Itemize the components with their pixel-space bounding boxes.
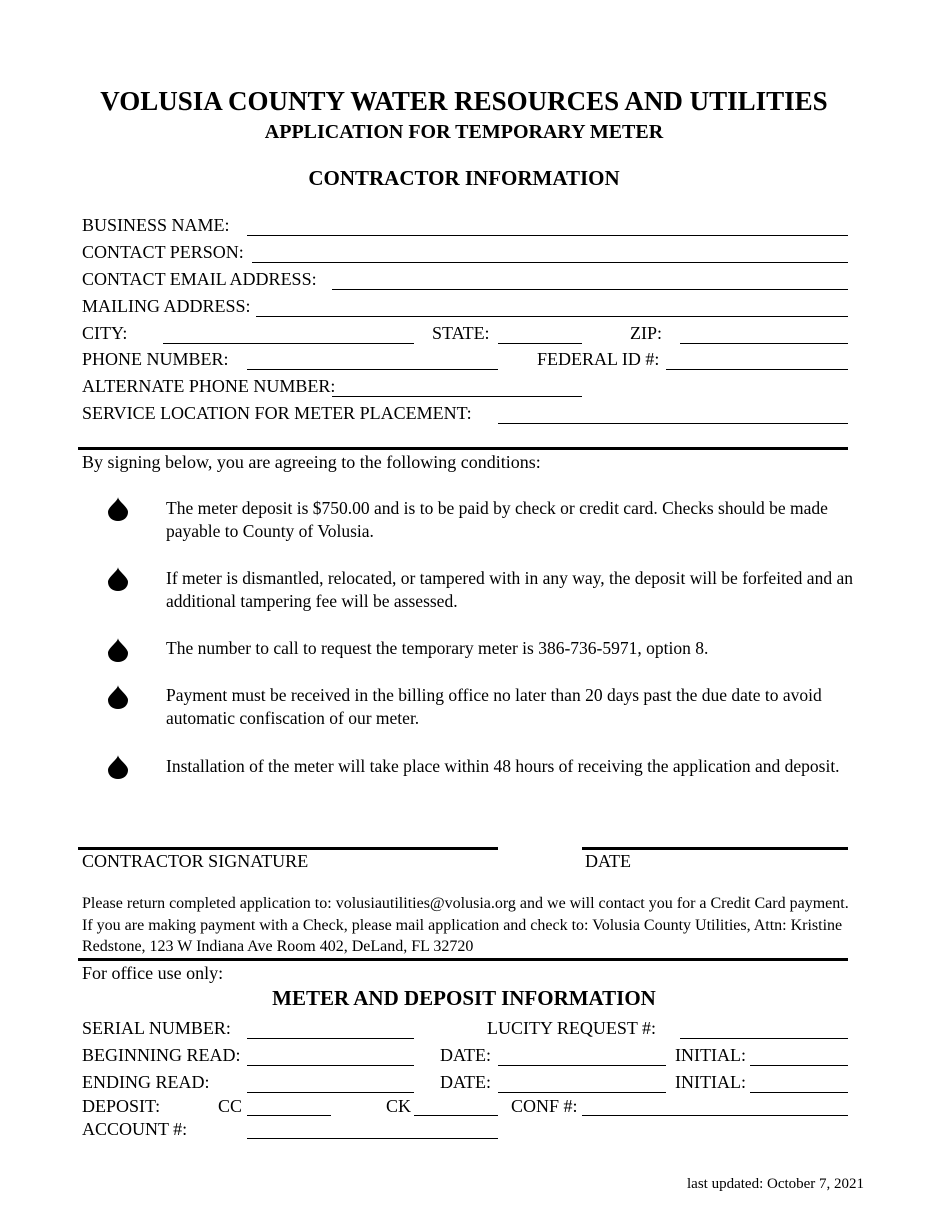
conditions-intro: By signing below, you are agreeing to the following conditions: [82, 452, 541, 472]
section-divider [78, 447, 848, 450]
mailing-address-field[interactable] [256, 316, 848, 317]
ck-field[interactable] [414, 1115, 498, 1116]
signature-date-field[interactable] [582, 847, 848, 850]
deposit-label: DEPOSIT: [82, 1096, 161, 1116]
office-divider [78, 958, 848, 961]
city-label: CITY: [82, 323, 128, 343]
last-updated: last updated: October 7, 2021 [687, 1176, 865, 1192]
form-title: APPLICATION FOR TEMPORARY METER [264, 121, 664, 143]
state-field[interactable] [498, 343, 582, 344]
account-label: ACCOUNT #: [82, 1119, 188, 1139]
condition-item: Installation of the meter will take place within 48 hours of receiving the application and deposit. [166, 756, 840, 776]
org-title: VOLUSIA COUNTY WATER RESOURCES AND UTILITIES [100, 86, 828, 116]
conf-field[interactable] [582, 1115, 848, 1116]
serial-number-field[interactable] [247, 1038, 414, 1039]
condition-item: The number to call to request the temporary meter is 386-736-5971, option 8. [166, 638, 709, 658]
signature-date-label: DATE [585, 851, 631, 871]
service-location-field[interactable] [498, 423, 848, 424]
ending-date-field[interactable] [498, 1092, 666, 1093]
phone-number-label: PHONE NUMBER: [82, 349, 229, 369]
alternate-phone-label: ALTERNATE PHONE NUMBER: [82, 376, 336, 396]
cc-field[interactable] [247, 1115, 331, 1116]
service-location-label: SERVICE LOCATION FOR METER PLACEMENT: [82, 403, 472, 423]
conf-label: CONF #: [511, 1096, 578, 1116]
return-instructions: Please return completed application to: volusiautilities@volusia.org and we will contact you for a Credit Card payment. If you are making payment with a Check, please mail application and check to: Volusia County Utilities, Attn: Kristine Redstone, 123 W Indiana Ave Room 402, DeLand, FL 32720 [82, 895, 849, 955]
business-name-field[interactable] [247, 235, 848, 236]
serial-number-label: SERIAL NUMBER: [82, 1018, 231, 1038]
business-name-label: BUSINESS NAME: [82, 215, 230, 235]
ending-initial-field[interactable] [750, 1092, 848, 1093]
water-drop-icon [108, 638, 128, 662]
water-drop-icon [108, 497, 128, 521]
beginning-read-field[interactable] [247, 1065, 414, 1066]
ck-label: CK [386, 1096, 412, 1116]
city-field[interactable] [163, 343, 414, 344]
federal-id-label: FEDERAL ID #: [537, 349, 660, 369]
contact-email-label: CONTACT EMAIL ADDRESS: [82, 269, 317, 289]
beginning-date-label: DATE: [440, 1045, 491, 1065]
state-label: STATE: [432, 323, 490, 343]
water-drop-icon [108, 567, 128, 591]
zip-field[interactable] [680, 343, 848, 344]
alternate-phone-field[interactable] [332, 396, 582, 397]
phone-number-field[interactable] [247, 369, 498, 370]
meter-deposit-title: METER AND DEPOSIT INFORMATION [272, 986, 656, 1010]
water-drop-icon [108, 685, 128, 709]
lucity-request-label: LUCITY REQUEST #: [487, 1018, 656, 1038]
condition-item: Payment must be received in the billing office no later than 20 days past the due date to avoid automatic confiscation of our meter. [166, 685, 822, 728]
beginning-read-label: BEGINNING READ: [82, 1045, 241, 1065]
section-contractor-title: CONTRACTOR INFORMATION [308, 166, 620, 190]
contact-person-label: CONTACT PERSON: [82, 242, 244, 262]
ending-initial-label: INITIAL: [675, 1072, 746, 1092]
ending-read-field[interactable] [247, 1092, 414, 1093]
zip-label: ZIP: [630, 323, 663, 343]
condition-item: The meter deposit is $750.00 and is to be paid by check or credit card. Checks should be made payable to County of Volusia. [166, 498, 828, 541]
water-drop-icon [108, 755, 128, 779]
cc-label: CC [218, 1096, 243, 1116]
ending-read-label: ENDING READ: [82, 1072, 210, 1092]
contact-person-field[interactable] [252, 262, 848, 263]
lucity-request-field[interactable] [680, 1038, 848, 1039]
ending-date-label: DATE: [440, 1072, 491, 1092]
federal-id-field[interactable] [666, 369, 848, 370]
beginning-initial-label: INITIAL: [675, 1045, 746, 1065]
beginning-initial-field[interactable] [750, 1065, 848, 1066]
contact-email-field[interactable] [332, 289, 848, 290]
mailing-address-label: MAILING ADDRESS: [82, 296, 251, 316]
condition-item: If meter is dismantled, relocated, or tampered with in any way, the deposit will be forfeited and an additional tampering fee will be assessed. [166, 568, 853, 611]
office-use-label: For office use only: [82, 963, 224, 983]
contractor-signature-field[interactable] [78, 847, 498, 850]
contractor-signature-label: CONTRACTOR SIGNATURE [82, 851, 309, 871]
beginning-date-field[interactable] [498, 1065, 666, 1066]
account-field[interactable] [247, 1138, 498, 1139]
